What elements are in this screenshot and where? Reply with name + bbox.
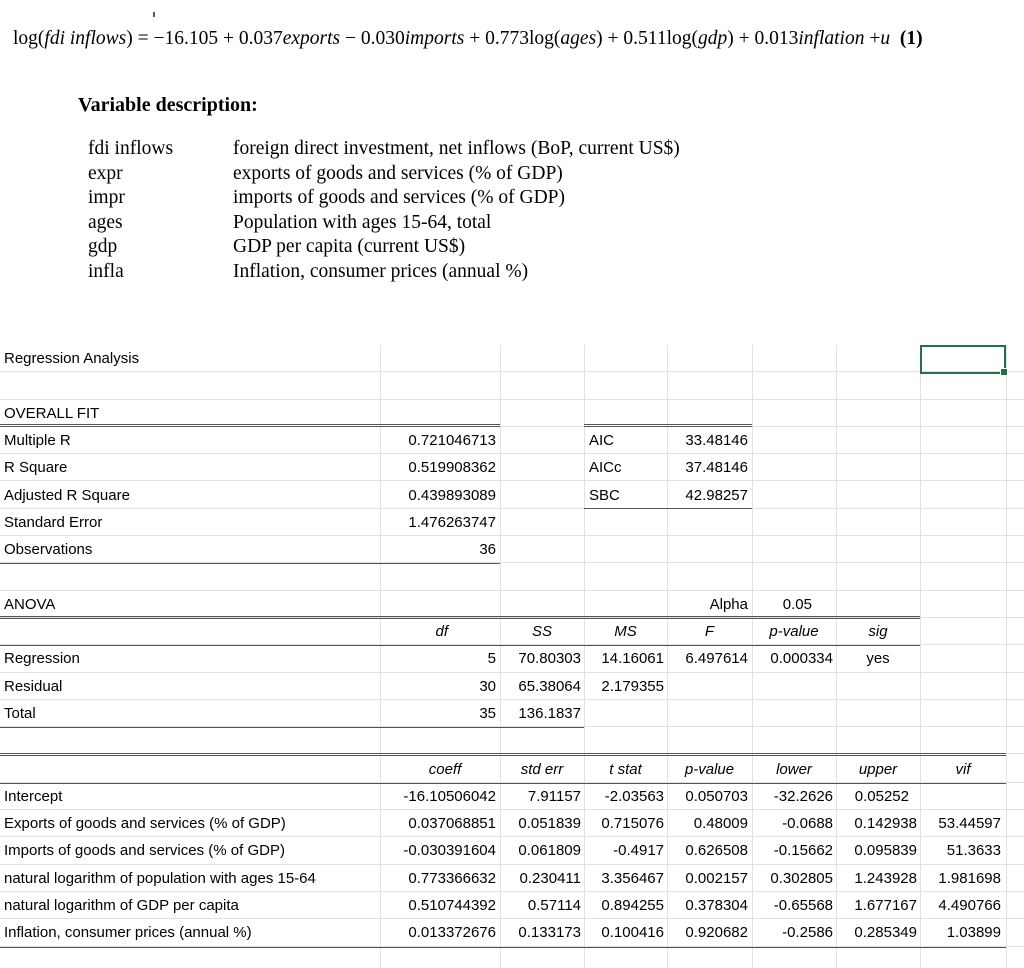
fit-label: Standard Error [4,513,103,531]
sheet-row [0,454,1024,481]
coef-cell: 1.243928 [854,869,917,887]
coef-cell: 0.378304 [685,897,748,914]
coef-cell: 53.44597 [938,815,1001,833]
coef-cell: 0.051839 [518,815,581,833]
sheet-row [0,673,1024,700]
variable-row: fdi inflows foreign direct investment, net inflows (BoP, current US$) [88,138,680,159]
alpha-value: 0.05 [782,595,812,613]
coef-row [0,783,1024,810]
coef-cell: -2.03563 [604,787,664,805]
coef-cell: 0.773366632 [408,869,496,887]
coef-row [0,892,1024,919]
anova-cell: 70.80303 [518,650,581,668]
alpha-label: Alpha [709,595,748,613]
variable-row: expr exports of goods and services (% of GDP) [88,162,563,184]
coef-cell: 0.715076 [601,815,664,833]
fit-label: R Square [4,459,68,477]
coef-cell: 7.91157 [527,787,581,805]
sheet-row [0,345,1024,372]
coef-cell: -0.2586 [782,924,833,942]
coef-cell: 4.490766 [938,897,1001,914]
coef-header: lower [776,760,812,778]
coef-cell: -0.15662 [773,842,833,860]
coef-cell: 0.510744392 [408,897,496,914]
coef-cell: 0.037068851 [408,815,496,833]
coef-cell: 0.095839 [854,842,917,860]
regression-spreadsheet [0,345,1024,968]
overall-fit-heading: OVERALL FIT [4,404,100,422]
fit-criterion-value: 37.48146 [685,459,748,477]
coef-cell: 0.013372676 [408,924,496,942]
coef-label: Exports of goods and services (% of GDP) [4,815,286,833]
regression-equation: log(fdi inflows) = −16.105 + 0.037exports − 0.030imports + 0.773log(ages) + 0.511log(gdp) + 0.013inflation +u (1) [13,28,923,49]
coef-cell: 0.894255 [601,897,664,914]
sheet-row [0,372,1024,399]
fit-criterion-value: 42.98257 [685,486,748,504]
coef-row [0,919,1024,946]
variable-description-list [88,137,680,284]
coef-cell: 1.03899 [946,924,1001,942]
sheet-row [0,700,1024,727]
fit-label: Observations [4,541,93,559]
fit-criterion-value: 33.48146 [685,431,748,449]
coef-header: t stat [609,760,642,778]
coef-cell: -0.65568 [773,897,833,914]
sheet-row [0,427,1024,454]
table-rule [0,947,1006,948]
fit-value: 0.721046713 [408,431,496,449]
coef-cell: 3.356467 [601,869,664,887]
anova-header: df [435,623,448,640]
selected-cell[interactable] [920,345,1006,374]
coef-header: std err [520,760,564,778]
coef-header: upper [858,760,898,778]
coef-row [0,837,1024,864]
coef-cell: 51.3633 [946,842,1001,860]
sheet-row [0,591,1024,618]
coef-cell: 0.133173 [518,924,581,942]
sheet-row [0,400,1024,427]
sheet-row [0,756,1024,783]
anova-label: Regression [4,650,80,668]
coef-label: Imports of goods and services (% of GDP) [4,842,285,860]
anova-header: F [704,623,715,640]
equation-number: (1) [899,28,923,49]
anova-cell: 5 [487,650,496,668]
anova-cell: 136.1837 [518,704,581,722]
coef-cell [920,783,1001,810]
anova-label: Total [4,704,36,722]
coef-cell: 0.230411 [519,869,581,887]
sheet-row [0,563,1024,590]
coef-cell: 0.050703 [685,787,748,805]
coef-cell: -16.10506042 [403,787,496,805]
anova-cell: 6.497614 [685,650,748,668]
sheet-row [0,645,1024,672]
coef-row [0,865,1024,892]
coef-cell: -0.030391604 [403,842,496,860]
coef-cell: 0.061809 [518,842,581,860]
variable-row: ages Population with ages 15-64, total [88,211,492,233]
coef-cell: 1.981698 [938,869,1001,887]
sheet-row [0,536,1024,563]
coef-cell: 0.142938 [854,815,917,833]
sheet-row [0,482,1024,509]
coef-label: natural logarithm of population with ages 15-64 [4,869,316,887]
fit-criterion-label: SBC [589,486,620,504]
variable-description-heading: Variable description: [78,94,258,116]
fit-value: 36 [479,541,496,559]
coef-row [0,810,1024,837]
coef-cell: 1.677167 [854,897,917,914]
anova-cell: 65.38064 [518,677,581,695]
anova-header: SS [531,623,552,640]
coef-cell: 0.002157 [685,869,748,887]
coef-header: p-value [684,760,735,778]
coef-cell: 0.302805 [770,869,833,887]
fit-value: 0.519908362 [408,459,496,477]
variable-row: gdp GDP per capita (current US$) [88,236,466,257]
anova-cell: 35 [479,704,496,722]
coef-cell: 0.100416 [601,924,664,942]
coef-cell: 0.285349 [854,924,917,942]
fit-criterion-label: AICc [589,459,622,477]
tick-mark [153,12,155,17]
anova-cell: 2.179355 [601,677,664,695]
coef-label: natural logarithm of GDP per capita [4,897,239,914]
anova-cell: 0.000334 [770,650,833,668]
anova-heading: ANOVA [4,595,56,613]
coef-label: Intercept [4,787,63,805]
anova-cell: 30 [479,677,496,695]
anova-header: MS [614,623,637,640]
fit-value: 0.439893089 [408,486,496,504]
coef-cell: -0.4917 [613,842,664,860]
coef-cell: 0.05252 [854,787,909,805]
fit-label: Multiple R [4,431,71,449]
sheet-row [0,727,1024,754]
anova-header: p-value [769,623,819,640]
coef-cell: 0.48009 [693,815,748,833]
anova-cell: yes [866,650,890,668]
fit-value: 1.476263747 [408,513,496,531]
sheet-row [0,618,1024,645]
sheet-row [0,509,1024,536]
coef-label: Inflation, consumer prices (annual %) [4,924,252,942]
coef-header: vif [955,760,971,778]
coef-cell: 0.626508 [685,842,748,860]
variable-row: infla Inflation, consumer prices (annual %) [88,260,529,282]
anova-cell: 14.16061 [601,650,664,668]
coef-cell: -0.0688 [782,815,833,833]
anova-header: sig [868,623,888,640]
coef-cell: 0.57114 [527,897,581,914]
coef-header: coeff [428,760,462,778]
sheet-title: Regression Analysis [4,350,140,367]
coef-cell: -32.2626 [773,787,833,805]
coef-cell: 0.920682 [685,924,748,942]
variable-row: impr imports of goods and services (% of GDP) [88,187,565,208]
anova-label: Residual [4,677,63,695]
fit-criterion-label: AIC [589,431,615,449]
fit-label: Adjusted R Square [4,486,130,504]
